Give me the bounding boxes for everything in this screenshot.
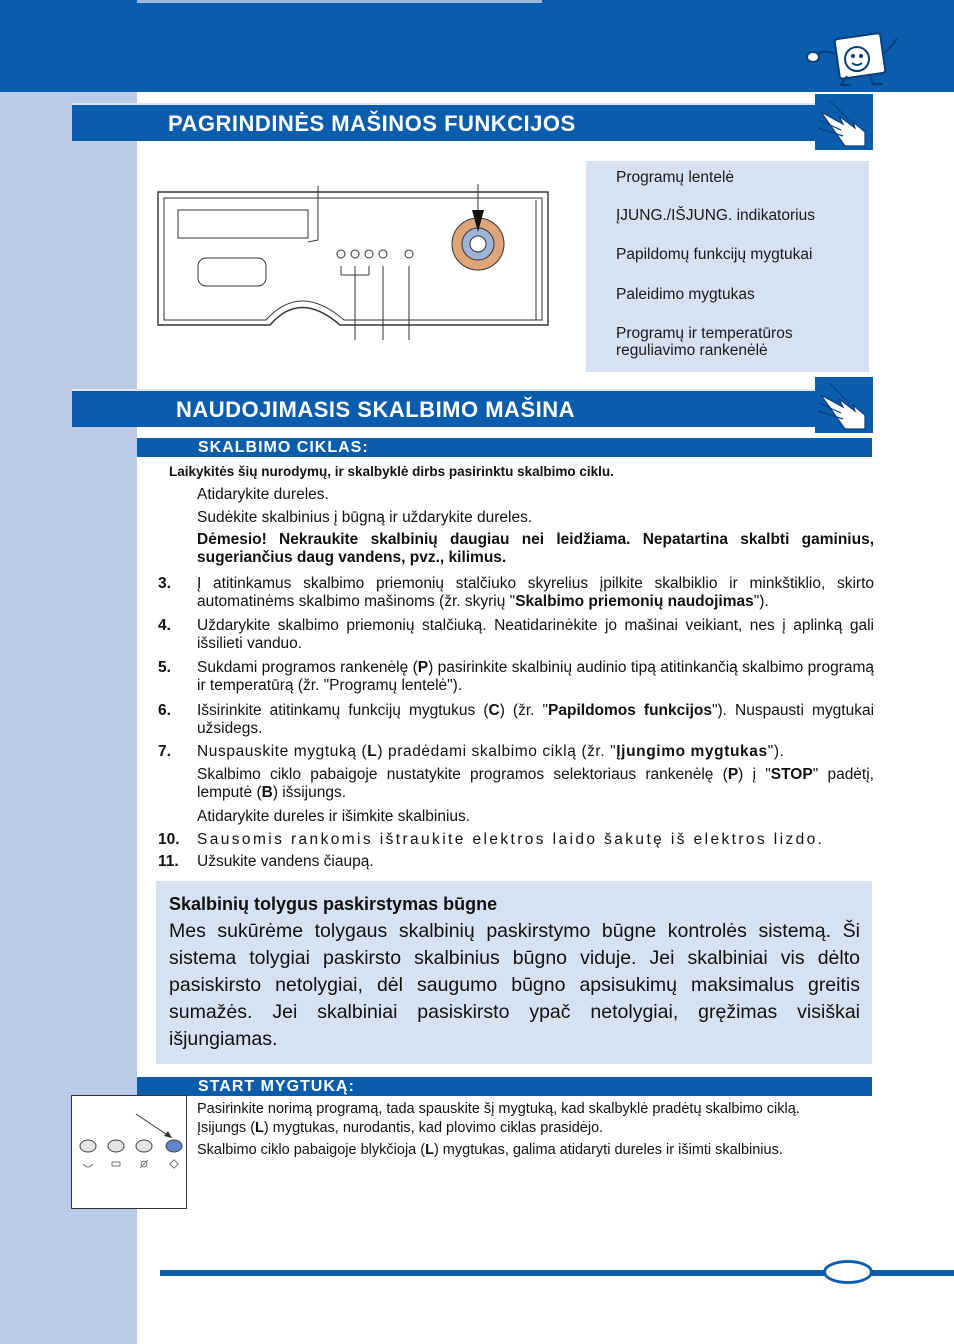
step-2-warning: Dėmesio! Nekraukite skalbinių daugiau nei leidžiama. Nepatartina skalbti gaminius, sugeriančius daug vandens, pvz., kilimus.: [197, 531, 874, 566]
step-5: 5. Sukdami programos rankenėlę (P) pasirinkite skalbinių audinio tipą atitinkančią skalbimo programą ir temperatūrą (žr. "Programų lentelė").: [158, 659, 875, 694]
step-10: 10. Sausomis rankomis ištraukite elektros laido šakutę iš elektros lizdo.: [158, 831, 825, 848]
section-header-using-machine: [72, 389, 872, 427]
legend-item-function-buttons: Papildomų funkcijų mygtukai: [616, 246, 813, 263]
cycle-intro: Laikykitės šių nurodymų, ir skalbyklė dirbs pasirinktu skalbimo ciklu.: [169, 464, 614, 479]
hand-icon: [815, 377, 873, 433]
legend-item-program-table: Programų lentelė: [616, 169, 735, 186]
info-heading: Skalbinių tolygus paskirstymas būgne: [169, 894, 498, 914]
section-header-main-functions: [72, 103, 872, 141]
step-7: 7. Nuspauskite mygtuką (L) pradėdami skalbimo ciklą (žr. "Įjungimo mygtukas").: [158, 743, 785, 760]
info-body: Mes sukūrėme tolygaus skalbinių paskirstymo būgne kontrolės sistemą. Ši sistema tolygiai paskirsto skalbinius būgno viduje. Jei skalbiniai vis dėlto pasiskirsto netolygiai, dėl saugumo būgno apsisukimų maksimalus greitis sumažės. Jei skalbiniai pasiskirsto ypač netolygiai, gręžimas visiškai išjungiamas.: [169, 920, 860, 1050]
start-paragraph-2: Įsijungs (L) mygtukas, nurodantis, kad plovimo ciklas prasidėjo.: [197, 1120, 604, 1136]
step-6: 6. Išsirinkite atitinkamų funkcijų mygtukus (C) (žr. "Papildomos funkcijos"). Nuspausti mygtukai užsidegs.: [158, 702, 875, 737]
step-11: 11. Užsukite vandens čiaupą.: [158, 853, 374, 870]
section-title: NAUDOJIMASIS SKALBIMO MAŠINA: [176, 397, 576, 422]
subheader-start-button: [137, 1077, 872, 1096]
start-paragraph-1: Pasirinkite norimą programą, tada spauskite šį mygtuką, kad skalbyklė pradėtų skalbimo ciklą.: [197, 1101, 800, 1117]
load-balance-info-box: [156, 881, 872, 1064]
legend-item-program-knob: Programų ir temperatūros reguliavimo rankenėlė: [616, 325, 793, 359]
panel-legend-box: [586, 161, 869, 372]
subheader-wash-cycle: [137, 438, 872, 457]
step-4: 4. Uždarykite skalbimo priemonių stalčiuką. Neatidarinėkite jo mašinai veikiant, nes į aplinką gali išsilieti vanduo.: [158, 617, 874, 652]
step-3: 3. Į atitinkamus skalbimo priemonių stalčiuko skyrelius įpilkite skalbiklio ir minkštiklio, skirto automatinėms skalbimo mašinoms (žr. skyrių "Skalbimo priemonių naudojimas").: [158, 575, 874, 610]
section-title: PAGRINDINĖS MAŠINOS FUNKCIJOS: [168, 111, 576, 136]
step-8: Skalbimo ciklo pabaigoje nustatykite programos selektoriaus rankenėlę (P) į "STOP" padėtį, lemputė (B) išsijungs.: [197, 766, 874, 801]
step-9: Atidarykite dureles ir išimkite skalbinius.: [197, 808, 471, 825]
washing-machine-mascot-icon: [803, 30, 903, 88]
page-number-oval: [823, 1260, 873, 1284]
legend-item-onoff-indicator: ĮJUNG./IŠJUNG. indikatorius: [616, 207, 815, 224]
legend-item-start-button: Paleidimo mygtukas: [616, 286, 755, 303]
hand-icon: [815, 94, 873, 150]
start-button-illustration: [71, 1095, 187, 1209]
top-header-bar: [0, 0, 954, 92]
start-paragraph-3: Skalbimo ciklo pabaigoje blykčioja (L) mygtukas, galima atidaryti dureles ir išimti skalbinius.: [197, 1142, 783, 1158]
subheader-label: START MYGTUKĄ:: [198, 1078, 355, 1095]
subheader-label: SKALBIMO CIKLAS:: [198, 439, 369, 456]
step-2: Sudėkite skalbinius į būgną ir uždarykite dureles.: [197, 509, 533, 526]
step-1: Atidarykite dureles.: [197, 486, 329, 503]
control-panel-illustration: [150, 180, 560, 342]
